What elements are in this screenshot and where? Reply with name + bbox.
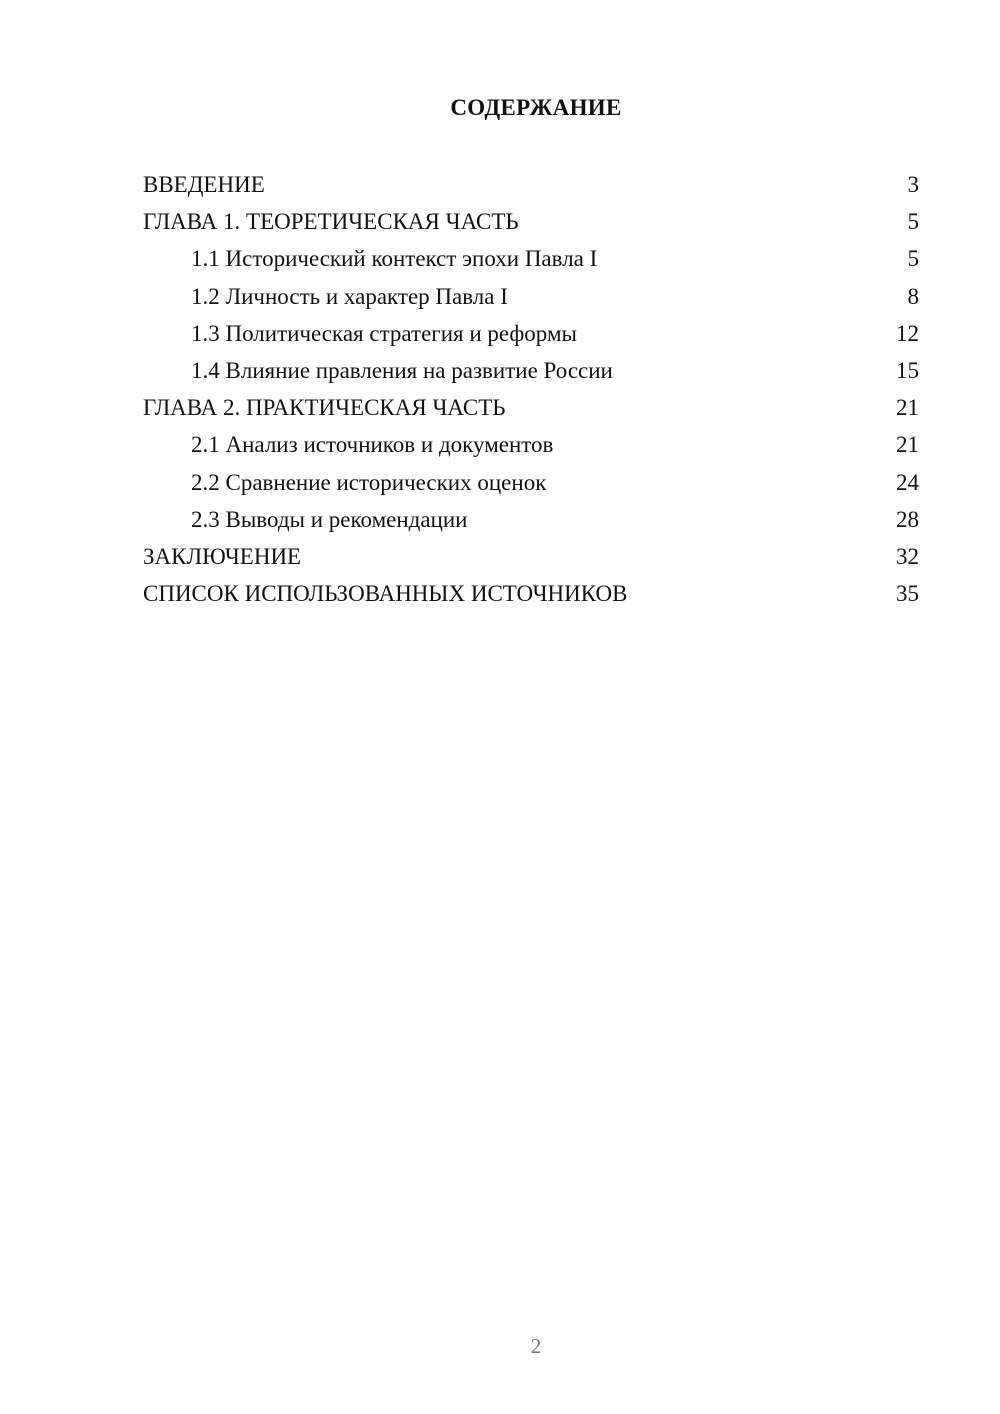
toc-entry-title: 1.4 Влияние правления на развитие России bbox=[191, 357, 613, 383]
toc-entry-page-number: 24 bbox=[896, 469, 919, 495]
toc-entry-title: СПИСОК ИСПОЛЬЗОВАННЫХ ИСТОЧНИКОВ bbox=[143, 581, 628, 607]
toc-entry-page-number: 5 bbox=[907, 246, 919, 272]
toc-entry-section-1-1[interactable] bbox=[143, 240, 919, 277]
toc-entry-page-number: 28 bbox=[896, 506, 919, 532]
toc-entry-section-2-1[interactable] bbox=[143, 426, 919, 463]
toc-entry-conclusion[interactable] bbox=[143, 538, 919, 575]
toc-entry-page-number: 21 bbox=[896, 395, 919, 421]
toc-entry-title: ЗАКЛЮЧЕНИЕ bbox=[143, 543, 302, 569]
toc-entry-section-1-2[interactable] bbox=[143, 278, 919, 315]
toc-entry-title: 2.2 Сравнение исторических оценок bbox=[191, 469, 547, 495]
toc-entry-title: ГЛАВА 1. ТЕОРЕТИЧЕСКАЯ ЧАСТЬ bbox=[143, 209, 519, 235]
toc-entry-section-2-2[interactable] bbox=[143, 464, 919, 501]
toc-heading: СОДЕРЖАНИЕ bbox=[450, 95, 622, 120]
toc-entry-title: 1.1 Исторический контекст эпохи Павла I bbox=[191, 246, 598, 272]
toc-entry-section-2-3[interactable] bbox=[143, 501, 919, 538]
toc-entry-title: 1.2 Личность и характер Павла I bbox=[191, 283, 508, 309]
toc-entry-chapter-1[interactable] bbox=[143, 203, 919, 240]
toc-entry-section-1-3[interactable] bbox=[143, 315, 919, 352]
toc-entry-section-1-4[interactable] bbox=[143, 352, 919, 389]
toc-entry-page-number: 8 bbox=[907, 283, 919, 309]
toc-entry-page-number: 12 bbox=[896, 320, 919, 346]
toc-entry-page-number: 15 bbox=[896, 357, 919, 383]
toc-entry-references[interactable] bbox=[143, 575, 919, 612]
toc-entry-title: 1.3 Политическая стратегия и реформы bbox=[191, 320, 577, 346]
toc-entry-page-number: 21 bbox=[896, 432, 919, 458]
toc-entry-introduction[interactable] bbox=[143, 166, 919, 203]
table-of-contents bbox=[143, 166, 919, 612]
page-number: 2 bbox=[530, 1334, 542, 1358]
toc-entry-page-number: 35 bbox=[896, 581, 919, 607]
toc-entry-title: ВВЕДЕНИЕ bbox=[143, 172, 265, 197]
toc-entry-title: ГЛАВА 2. ПРАКТИЧЕСКАЯ ЧАСТЬ bbox=[143, 395, 506, 421]
toc-entry-page-number: 32 bbox=[896, 543, 919, 569]
toc-entry-title: 2.3 Выводы и рекомендации bbox=[191, 506, 468, 532]
toc-entry-chapter-2[interactable] bbox=[143, 389, 919, 426]
toc-entry-title: 2.1 Анализ источников и документов bbox=[191, 432, 554, 458]
toc-entry-page-number: 3 bbox=[907, 172, 919, 197]
toc-entry-page-number: 5 bbox=[907, 209, 919, 235]
